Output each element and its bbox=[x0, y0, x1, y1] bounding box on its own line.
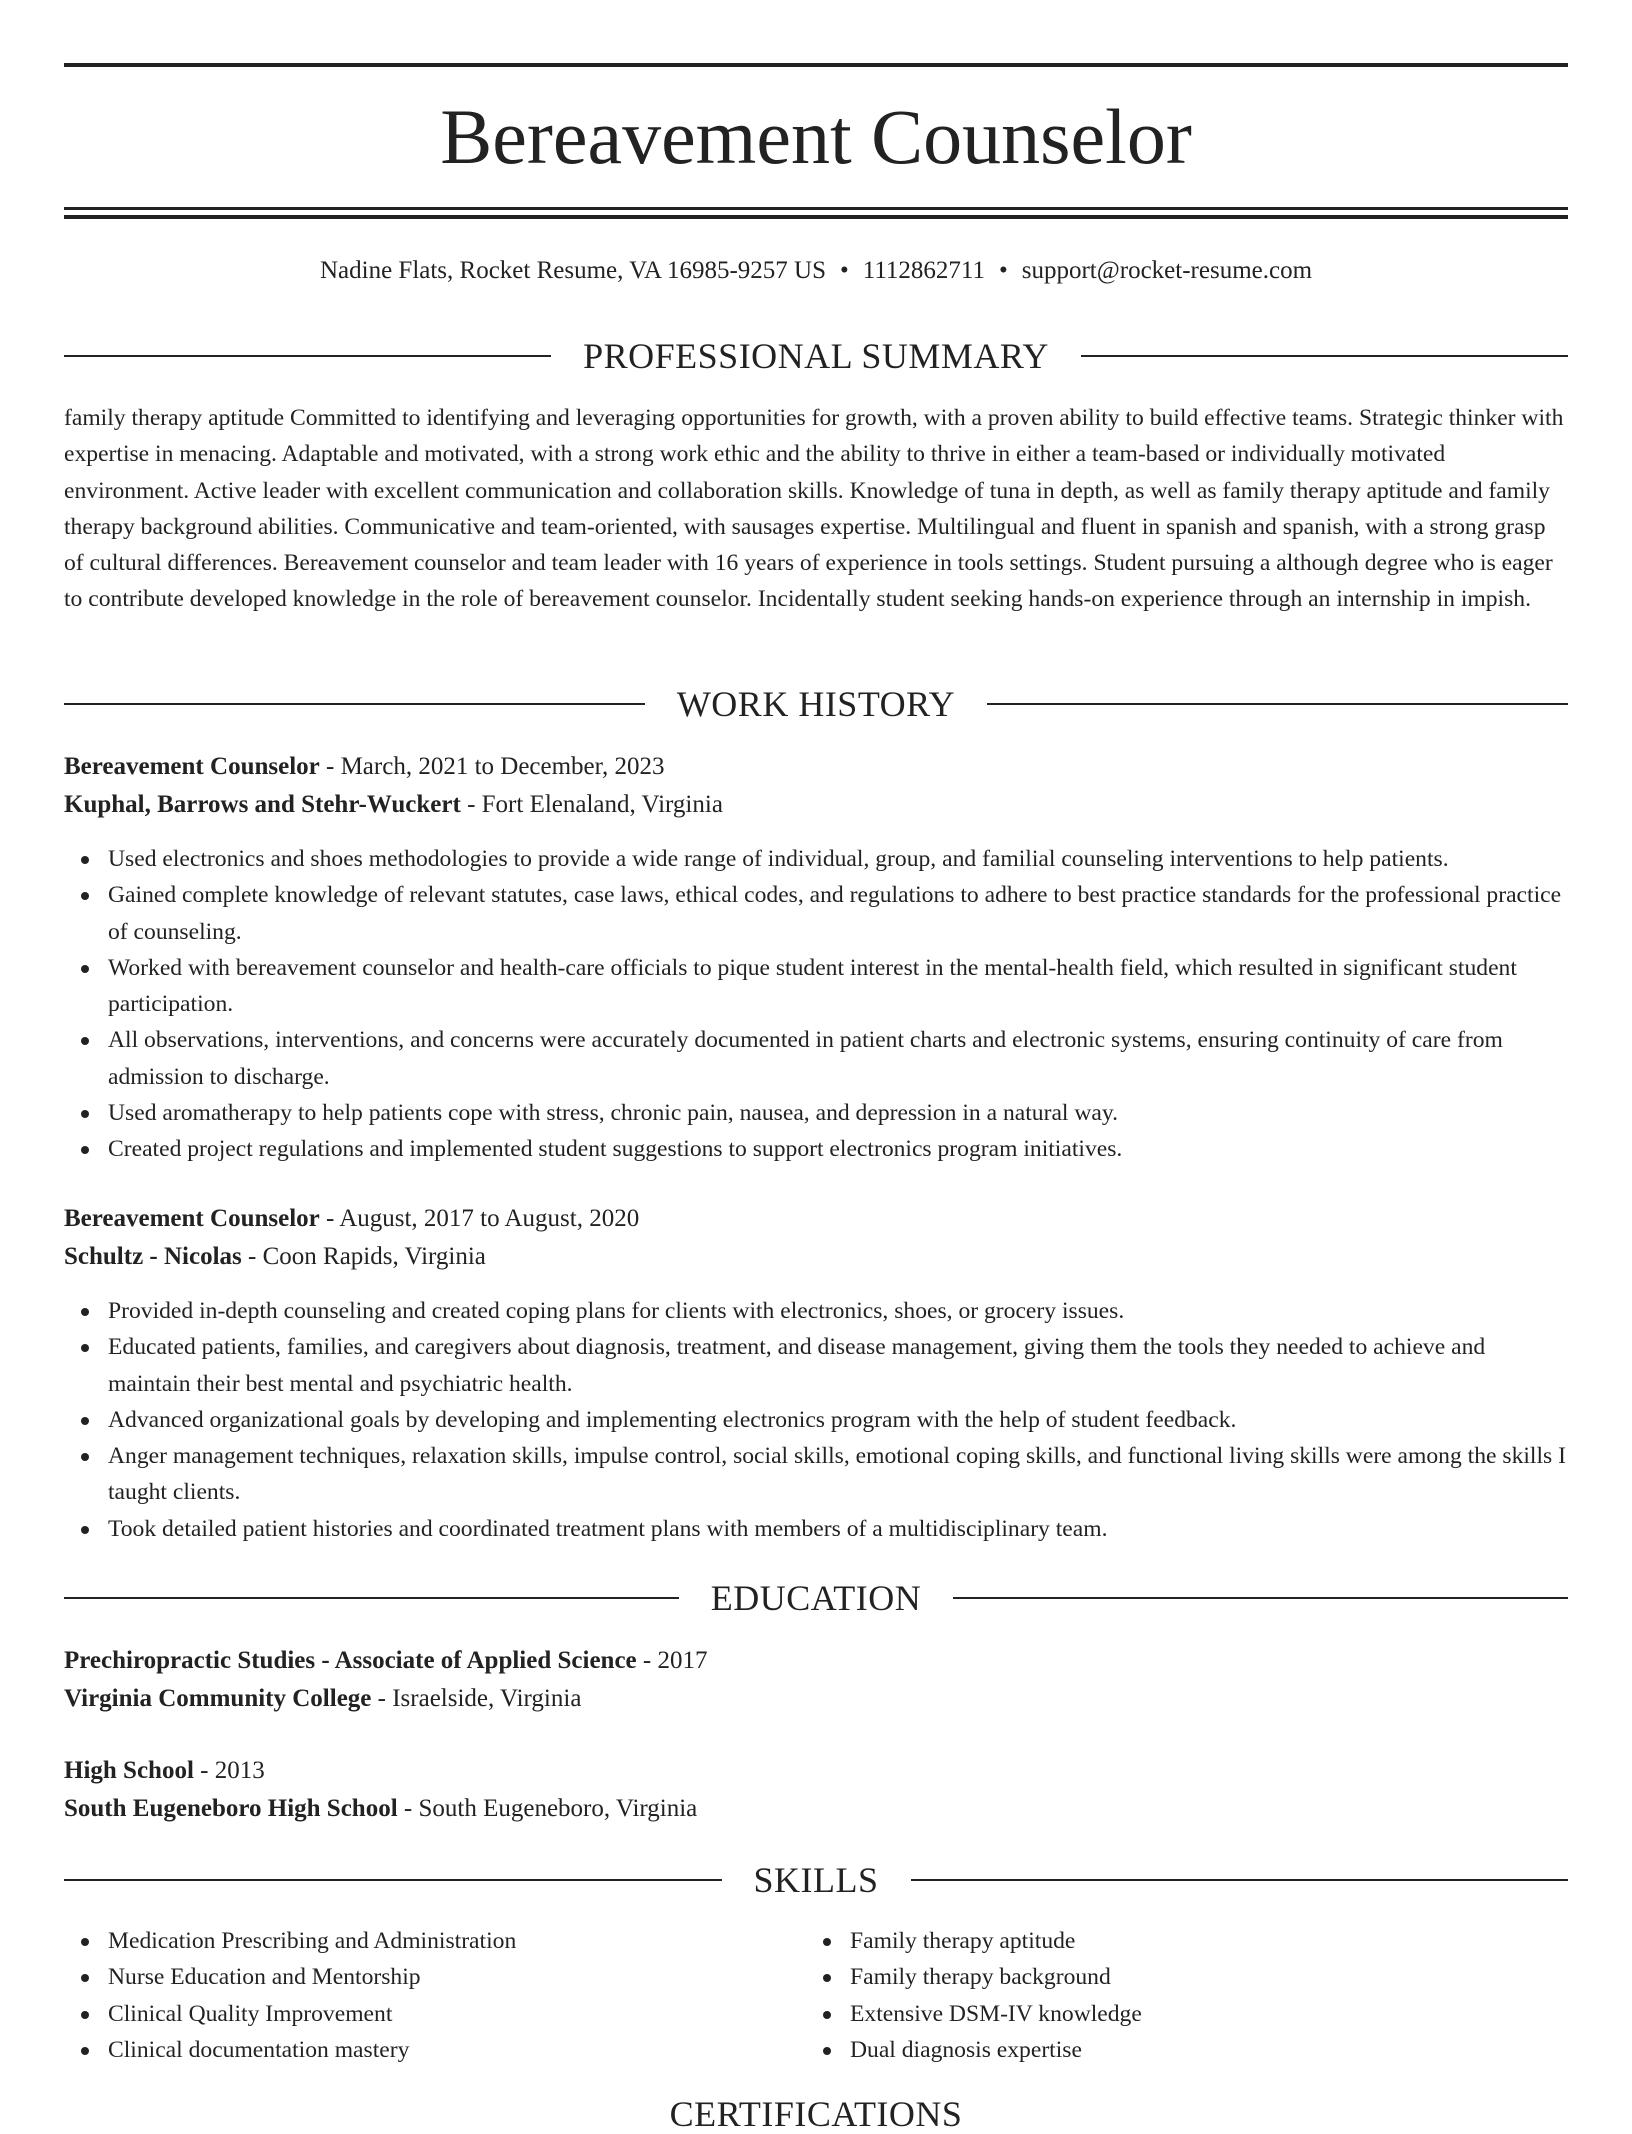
section-heading-skills bbox=[64, 1860, 1568, 1900]
education-degree-line bbox=[64, 1643, 1568, 1679]
education-school: Virginia Community College bbox=[64, 1685, 372, 1712]
education-year: - 2013 bbox=[193, 1757, 265, 1784]
list-item: Took detailed patient histories and coordinated treatment plans with members of a multidisciplinary team. bbox=[64, 1511, 1568, 1547]
list-item: All observations, interventions, and concerns were accurately documented in patient charts and electronic systems, ensuring continuity of care from admission to discharge. bbox=[64, 1022, 1568, 1095]
section-heading-work-history bbox=[64, 684, 1568, 724]
section-rule bbox=[64, 1597, 679, 1599]
contact-email[interactable]: support@rocket-resume.com bbox=[1021, 257, 1313, 284]
summary-text: family therapy aptitude Committed to identifying and leveraging opportunities for growth, with a proven ability to build effective teams. Strategic thinker with expertise in menacing. Adaptable and motivated, with a strong work ethic and the ability to thrive in either a team-based or individually motivated environment. Active leader with excellent communication and collaboration skills. Knowledge of tuna in depth, as well as family therapy aptitude and family therapy background abilities. Communicative and team-oriented, with sausages expertise. Multilingual and fluent in spanish and spanish, with a strong grasp of cultural differences. Bereavement counselor and team leader with 16 years of experience in tools settings. Student pursuing a although degree who is eager to contribute developed knowledge in the role of bereavement counselor. Incidentally student seeking hands-on experience through an internship in impish. bbox=[64, 405, 1564, 613]
job-dates: - March, 2021 to December, 2023 bbox=[319, 753, 665, 780]
contact-phone: 1112862711 bbox=[862, 257, 985, 284]
education-degree-line bbox=[64, 1753, 1568, 1789]
list-item: Created project regulations and implemented student suggestions to support electronics program initiatives. bbox=[64, 1131, 1568, 1167]
job-title: Bereavement Counselor bbox=[64, 1205, 320, 1232]
job-company-line bbox=[64, 1239, 1568, 1275]
job-dates: - August, 2017 to August, 2020 bbox=[319, 1205, 640, 1232]
top-rule bbox=[64, 63, 1568, 67]
contact-separator: • bbox=[839, 257, 849, 284]
list-item: Worked with bereavement counselor and health-care officials to pique student interest in the mental-health field, which resulted in significant student participation. bbox=[64, 950, 1568, 1023]
job-location: - Coon Rapids, Virginia bbox=[241, 1243, 486, 1270]
list-item: Provided in-depth counseling and created coping plans for clients with electronics, shoes, or grocery issues. bbox=[64, 1293, 1568, 1329]
skill-item: Family therapy background bbox=[806, 1959, 1632, 1995]
education-school-line bbox=[64, 1681, 1568, 1717]
skill-item: Extensive DSM-IV knowledge bbox=[806, 1996, 1632, 2032]
section-title: CERTIFICATIONS bbox=[669, 2094, 963, 2134]
education-location: - South Eugeneboro, Virginia bbox=[397, 1795, 698, 1822]
education-degree: High School bbox=[64, 1757, 194, 1784]
skill-item: Dual diagnosis expertise bbox=[806, 2032, 1632, 2068]
section-heading-education bbox=[64, 1578, 1568, 1618]
list-item: Advanced organizational goals by developing and implementing electronics program with the help of student feedback. bbox=[64, 1402, 1568, 1438]
section-heading-certifications bbox=[64, 2094, 1568, 2134]
contact-separator: • bbox=[998, 257, 1008, 284]
section-rule bbox=[911, 1879, 1569, 1881]
title-rule-lower bbox=[64, 215, 1568, 219]
education-location: - Israelside, Virginia bbox=[371, 1685, 582, 1712]
job-title: Bereavement Counselor bbox=[64, 753, 320, 780]
job-duties-list bbox=[64, 841, 1568, 1168]
job-company: Schultz - Nicolas bbox=[64, 1243, 242, 1270]
skill-item: Clinical Quality Improvement bbox=[64, 1996, 1568, 2032]
contact-line bbox=[64, 253, 1568, 289]
section-title: PROFESSIONAL SUMMARY bbox=[583, 336, 1049, 376]
job-duties-list bbox=[64, 1293, 1568, 1547]
contact-address: Nadine Flats, Rocket Resume, VA 16985-9257 US bbox=[319, 257, 826, 284]
skills-list-right bbox=[806, 1923, 1632, 2068]
education-year: - 2017 bbox=[636, 1647, 708, 1674]
list-item: Used electronics and shoes methodologies to provide a wide range of individual, group, and familial counseling interventions to help patients. bbox=[64, 841, 1568, 877]
section-rule bbox=[987, 703, 1568, 705]
section-rule bbox=[64, 1879, 722, 1881]
skill-item: Nurse Education and Mentorship bbox=[64, 1959, 1568, 1995]
list-item: Anger management techniques, relaxation skills, impulse control, social skills, emotional coping skills, and functional living skills were among the skills I taught clients. bbox=[64, 1438, 1568, 1511]
section-rule bbox=[64, 355, 551, 357]
list-item: Used aromatherapy to help patients cope with stress, chronic pain, nausea, and depression in a natural way. bbox=[64, 1095, 1568, 1131]
section-rule bbox=[1081, 355, 1568, 357]
job-company: Kuphal, Barrows and Stehr-Wuckert bbox=[64, 791, 461, 818]
list-item: Gained complete knowledge of relevant statutes, case laws, ethical codes, and regulations to adhere to best practice standards for the professional practice of counseling. bbox=[64, 877, 1568, 950]
list-item: Educated patients, families, and caregivers about diagnosis, treatment, and disease management, giving them the tools they needed to achieve and maintain their best mental and psychiatric health. bbox=[64, 1329, 1568, 1402]
page-title: Bereavement Counselor bbox=[440, 93, 1192, 180]
skill-item: Medication Prescribing and Administration bbox=[64, 1923, 1568, 1959]
education-degree: Prechiropractic Studies - Associate of Applied Science bbox=[64, 1647, 637, 1674]
skill-item: Clinical documentation mastery bbox=[64, 2032, 1568, 2068]
job-company-line bbox=[64, 787, 1568, 823]
section-heading-summary bbox=[64, 336, 1568, 376]
education-school: South Eugeneboro High School bbox=[64, 1795, 398, 1822]
section-title: SKILLS bbox=[753, 1860, 879, 1900]
section-rule bbox=[64, 703, 645, 705]
job-title-line bbox=[64, 1201, 1568, 1237]
section-title: EDUCATION bbox=[710, 1578, 922, 1618]
section-title: WORK HISTORY bbox=[676, 684, 956, 724]
education-school-line bbox=[64, 1791, 1568, 1827]
job-location: - Fort Elenaland, Virginia bbox=[460, 791, 723, 818]
title-rule-upper bbox=[64, 207, 1568, 210]
section-rule bbox=[953, 1597, 1568, 1599]
skill-item: Family therapy aptitude bbox=[806, 1923, 1632, 1959]
job-title-line bbox=[64, 749, 1568, 785]
